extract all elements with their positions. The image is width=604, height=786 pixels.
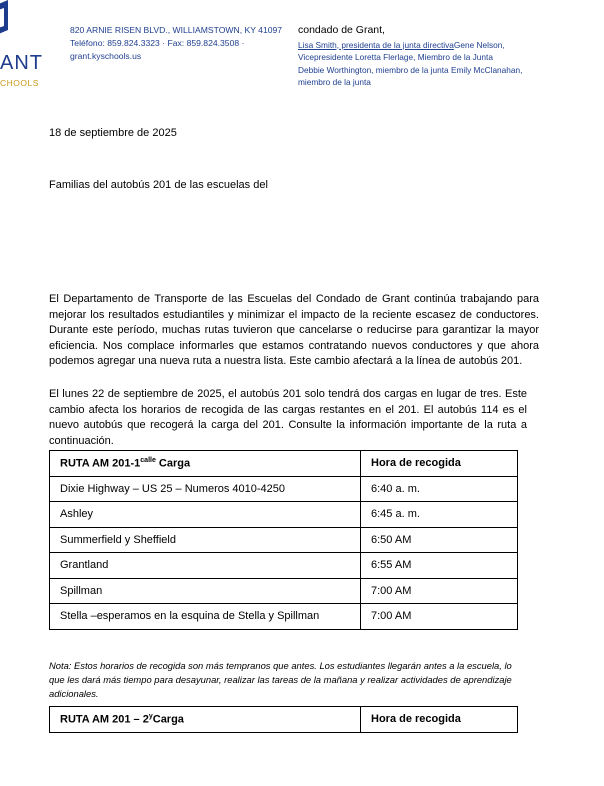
route-1-table <box>49 450 518 630</box>
time-cell: 7:00 AM <box>361 604 518 630</box>
board-line2: Vicepresidente Loretta Flerlage, Miembro de la Junta <box>298 52 493 62</box>
table-row <box>50 578 518 604</box>
table-row <box>50 604 518 630</box>
table-row <box>50 527 518 553</box>
district-logo <box>0 0 48 100</box>
time-header: Hora de recogida <box>361 451 518 477</box>
logo-text: ANT <box>0 52 43 74</box>
time-cell: 6:45 a. m. <box>361 502 518 528</box>
table-row <box>50 502 518 528</box>
table-header-row <box>50 451 518 477</box>
board-line3: Debbie Worthington, miembro de la junta Emily McClanahan, <box>298 64 523 75</box>
route-header: RUTA AM $201-1^{calle}$ Carga <box>50 451 361 477</box>
table-header-row <box>50 707 518 733</box>
time-cell: 6:40 a. m. <box>361 476 518 502</box>
route-2-table <box>49 706 518 733</box>
board-line1-rest: Gene Nelson, <box>453 39 505 50</box>
stop-cell: Stella –esperamos en la esquina de Stella y Spillman <box>50 604 361 630</box>
time-cell: 6:55 AM <box>361 553 518 579</box>
table-row <box>50 553 518 579</box>
board-line4: miembro de la junta <box>298 77 371 87</box>
board-title: condado de Grant, <box>298 24 385 36</box>
stop-cell: Ashley <box>50 502 361 528</box>
route-header: RUTA AM 201 – 2$^y$Carga <box>50 707 361 733</box>
website-link[interactable]: grant.kyschools.us <box>70 51 142 61</box>
time-header: Hora de recogida <box>361 707 518 733</box>
time-cell: 6:50 AM <box>361 527 518 553</box>
address-line: 820 ARNIE RISEN BLVD., WILLIAMSTOWN, KY 41097 <box>70 25 283 35</box>
stop-cell: Spillman <box>50 578 361 604</box>
table-row <box>50 476 518 502</box>
logo-subtext: CHOOLS <box>0 78 39 88</box>
stop-cell: Summerfield y Sheffield <box>50 527 361 553</box>
letterhead-address-block <box>70 24 282 63</box>
paragraph-1: El Departamento de Transporte de las Escuelas del Condado de Grant continúa trabajando para mejorar los resultados estudiantiles y minimizar el impacto de la reciente escasez de conductores. Durante este período, muchas rutas tuvieron que cancelarse o reducirse para garantizar la mayor eficiencia. Nos complace informarles que estamos contratando nuevos conductores y que ahora podemos agregar una nueva ruta a nuestra lista. Este cambio afectará a la línea de autobús 201. <box>49 293 539 368</box>
time-cell: 7:00 AM <box>361 578 518 604</box>
stop-cell: Dixie Highway – US 25 – Numeros 4010-4250 <box>50 476 361 502</box>
board-chair-link[interactable]: Lisa Smith, presidenta de la junta directiva <box>298 39 454 50</box>
letter-greeting: Familias del autobús 201 de las escuelas del <box>49 179 268 191</box>
stop-cell: Grantland <box>50 553 361 579</box>
pickup-note: Nota: Estos horarios de recogida son más tempranos que antes. Los estudiantes llegarán antes a la escuela, lo que les dará más tiempo para desayunar, realizar las tareas de la mañana y realizar actividades de aprendizaje adicionales. <box>49 660 512 699</box>
phone-fax-line: Teléfono: 859.824.3323 · Fax: 859.824.3508 · <box>70 38 245 48</box>
paragraph-2: El lunes 22 de septiembre de 2025, el autobús 201 solo tendrá dos cargas en lugar de tres. Este cambio afecta los horarios de recogida de las cargas restantes en el 201. El autobús 114 es el nuevo autobús que recogerá la carga del 201. Consulte la información importante de la ruta a continuación. <box>49 388 527 447</box>
board-members-block <box>298 24 598 89</box>
logo-shape-icon <box>0 0 16 36</box>
letter-date: 18 de septiembre de 2025 <box>49 127 177 139</box>
